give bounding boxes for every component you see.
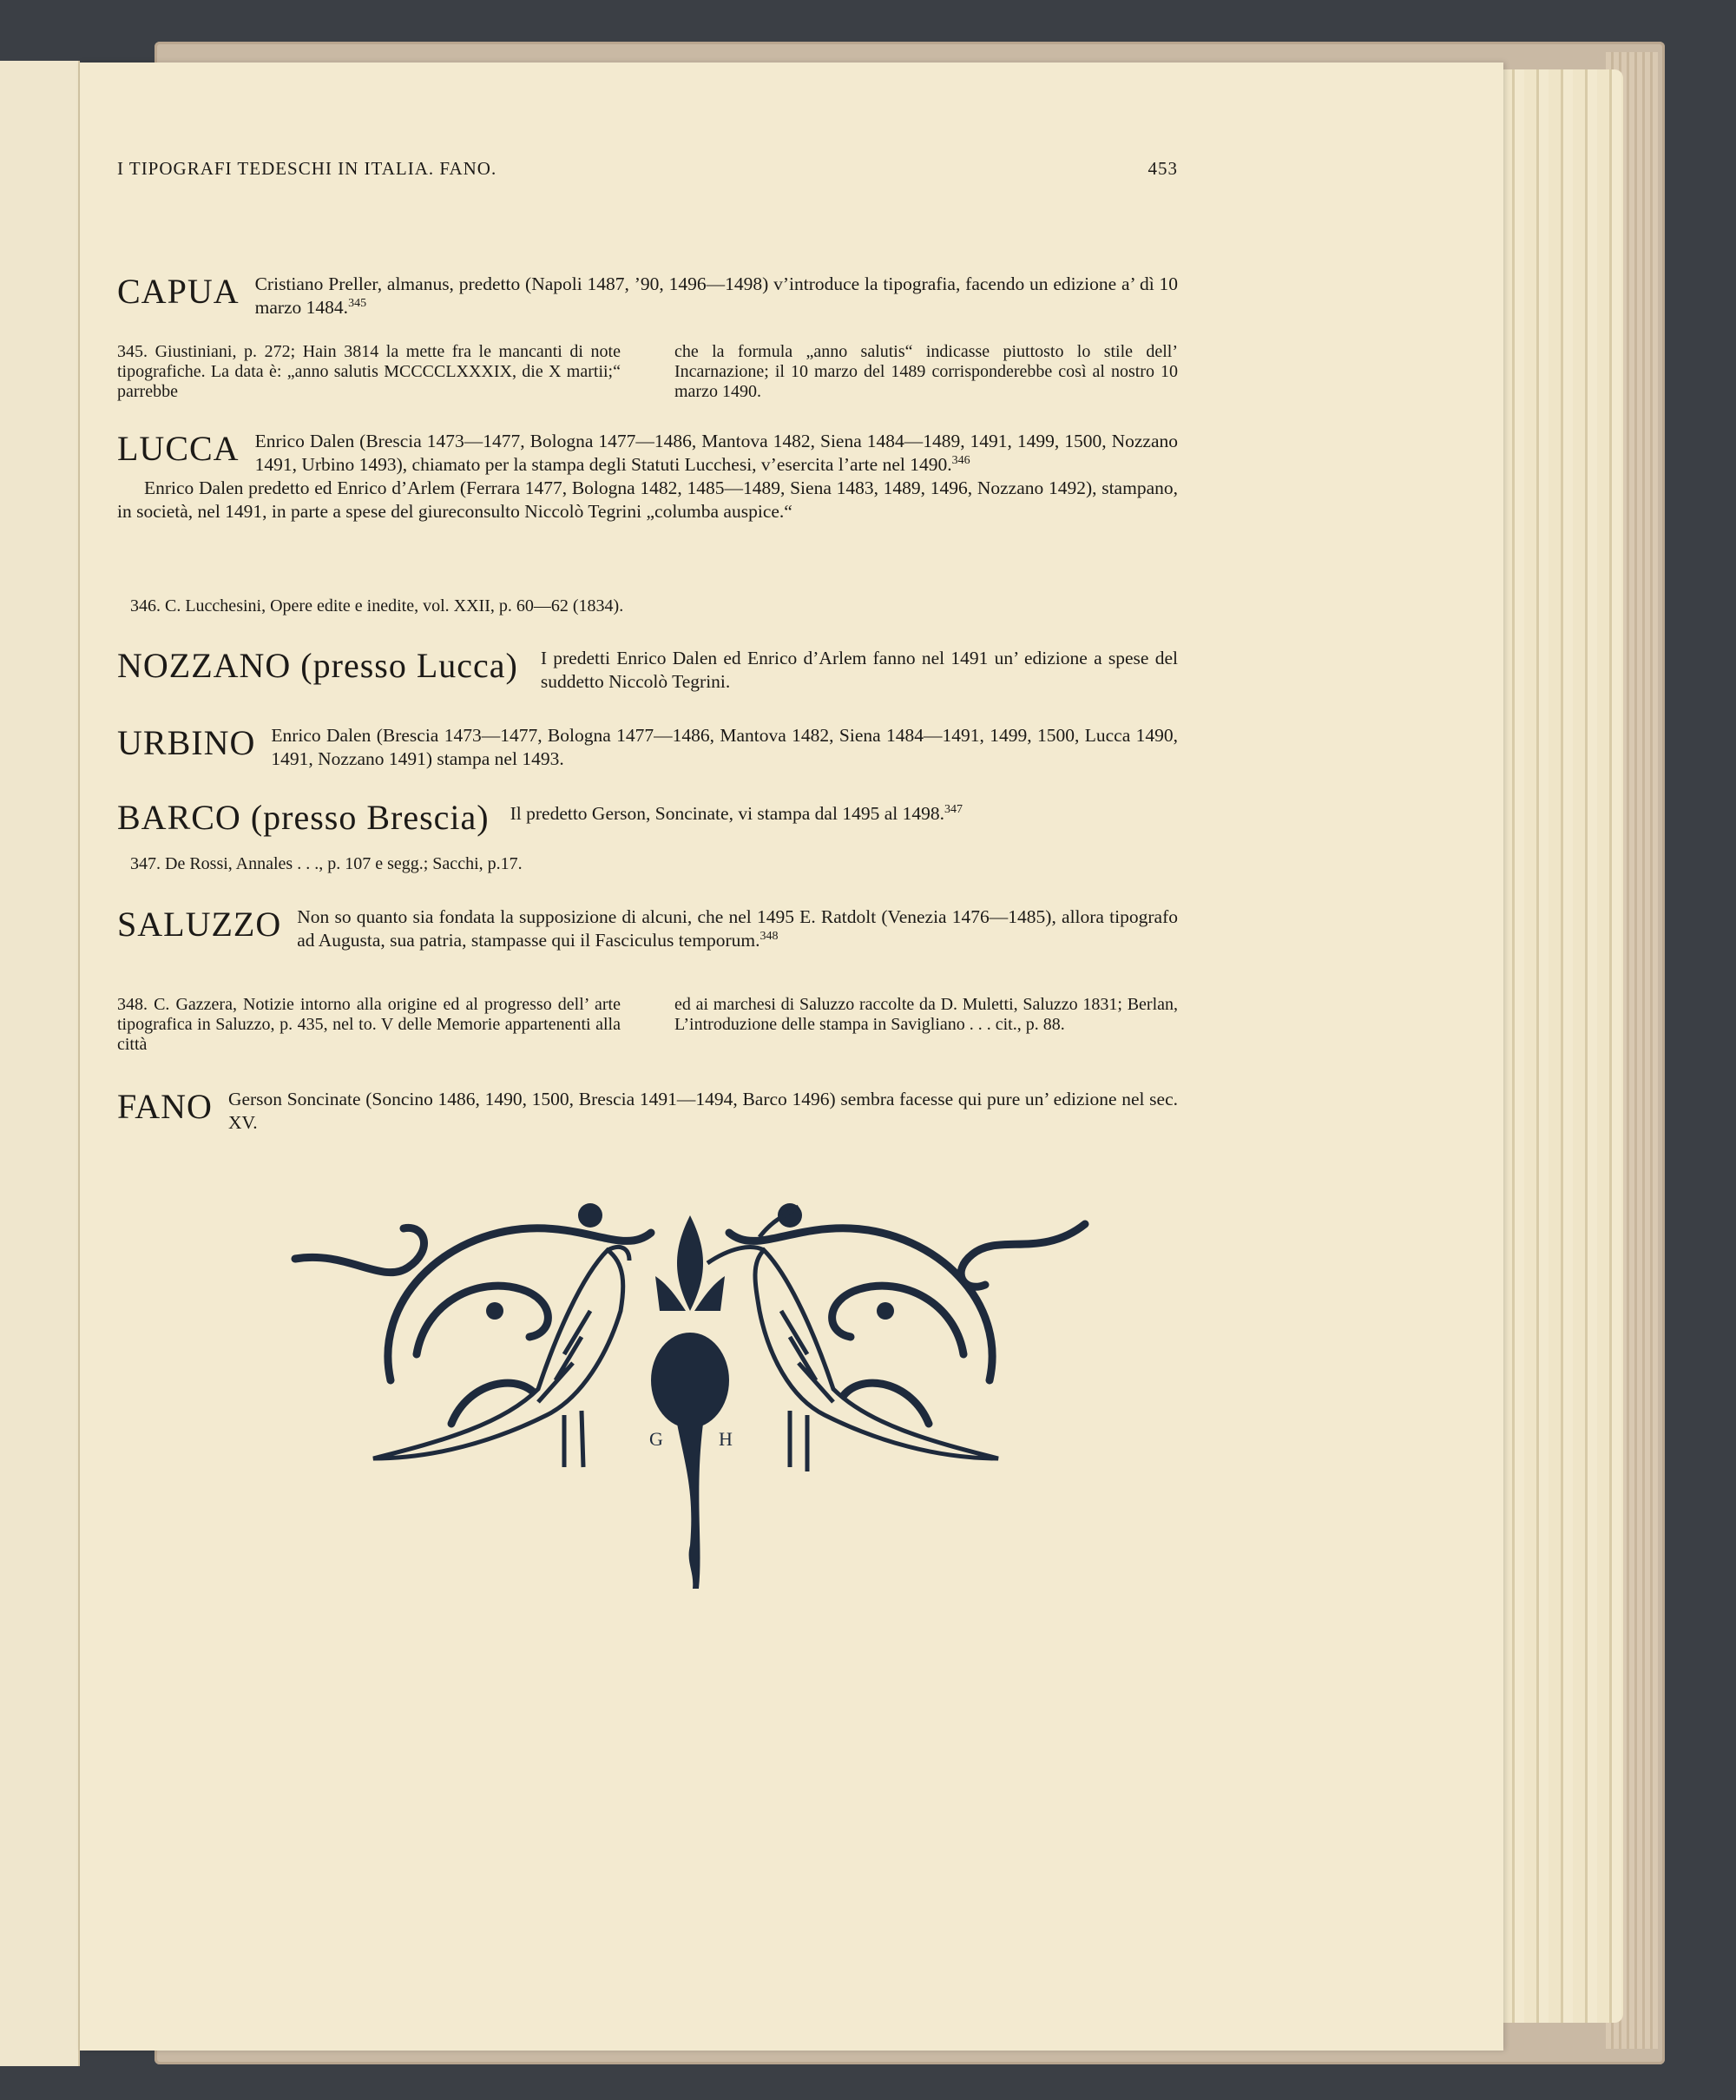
footnote-348-left: 348. C. Gazzera, Notizie intorno alla origine ed al progresso dell’ arte tipografica in Saluzzo, p. 435, nel to. V delle Memorie appartenenti alla città bbox=[117, 995, 621, 1054]
heading-nozzano: NOZZANO (presso Lucca) bbox=[117, 646, 518, 685]
section-barco bbox=[117, 799, 1178, 835]
footnote-347: 347. De Rossi, Annales . . ., p. 107 e segg.; Sacchi, p.17. bbox=[130, 854, 523, 873]
note-ref-345: 345 bbox=[348, 296, 367, 310]
printer-ornament-birds bbox=[278, 1181, 1102, 1615]
section-lucca bbox=[117, 430, 1178, 523]
footnote-348 bbox=[117, 995, 1178, 1055]
heading-urbino: URBINO bbox=[117, 723, 256, 762]
urbino-text: Enrico Dalen (Brescia 1473—1477, Bologna 1477—1486, Mantova 1482, Siena 1484—1491, 1499, 1500, Lucca 1490, 1491, Nozzano 1491) stampa nel 1493. bbox=[271, 725, 1178, 769]
fleur-de-lis-icon bbox=[677, 1215, 703, 1311]
heading-fano: FANO bbox=[117, 1087, 213, 1126]
section-nozzano bbox=[117, 647, 1178, 694]
section-fano bbox=[117, 1088, 1178, 1135]
monogram-right: H bbox=[719, 1428, 733, 1450]
lucca-paragraph-2: Enrico Dalen predetto ed Enrico d’Arlem (Ferrara 1477, Bologna 1482, 1485—1489, Siena 1483, 1489, 1496, Nozzano 1492), stampano, in società, nel 1491, in parte a spese del giureconsulto Niccolò Tegrini „columba auspice.“ bbox=[117, 477, 1178, 522]
grotesque-mask bbox=[651, 1333, 729, 1428]
section-saluzzo bbox=[117, 905, 1178, 952]
footnote-346: 346. C. Lucchesini, Opere edite e inedite, vol. XXII, p. 60—62 (1834). bbox=[130, 596, 624, 616]
bird-left bbox=[373, 1247, 629, 1467]
section-capua bbox=[117, 273, 1178, 319]
section-urbino bbox=[117, 724, 1178, 771]
heading-capua: CAPUA bbox=[117, 272, 240, 311]
barco-text: Il predetto Gerson, Soncinate, vi stampa dal 1495 al 1498.$^{347}$ bbox=[510, 802, 963, 824]
saluzzo-text: Non so quanto sia fondata la supposizione di alcuni, che nel 1495 E. Ratdolt (Venezia 1476—1485), allora tipografo ad Augusta, sua patria, stampasse qui il Fasciculus temporum.$^{348}$ bbox=[297, 906, 1178, 951]
note-ref-346: 346 bbox=[951, 453, 970, 467]
heading-barco: BARCO (presso Brescia) bbox=[117, 798, 490, 837]
running-head bbox=[117, 158, 1178, 180]
monogram-left: G bbox=[649, 1428, 663, 1450]
footnote-348-right: ed ai marchesi di Saluzzo raccolte da D. Muletti, Saluzzo 1831; Berlan, L’introduzione delle stampa in Savigliano . . . cit., p. 88. bbox=[674, 995, 1178, 1034]
ornament-right-flourish bbox=[961, 1224, 1085, 1287]
footnote-345-right: che la formula „anno salutis“ indicasse piuttosto lo stile dell’ Incarnazione; il 10 marzo del 1489 corrisponderebbe così al nostro 10 marzo 1490. bbox=[674, 342, 1178, 401]
heading-lucca: LUCCA bbox=[117, 429, 240, 468]
ornament-left-flourish bbox=[295, 1228, 424, 1272]
heading-saluzzo: SALUZZO bbox=[117, 905, 282, 944]
ornament-beard-tail bbox=[677, 1424, 703, 1589]
fano-text: Gerson Soncinate (Soncino 1486, 1490, 1500, Brescia 1491—1494, Barco 1496) sembra facesse qui pure un’ edizione nel sec. XV. bbox=[227, 1089, 1178, 1133]
lucca-text: Enrico Dalen (Brescia 1473—1477, Bologna 1477—1486, Mantova 1482, Siena 1484—1489, 1491, 1499, 1500, Nozzano 1491, Urbino 1493), chiamato per la stampa degli Statuti Lucchesi, v’esercita l’arte nel 1490.$^{346}$ bbox=[254, 431, 1178, 475]
nozzano-text: I predetti Enrico Dalen ed Enrico d’Arlem fanno nel 1491 un’ edizione a spese del suddetto Niccolò Tegrini. bbox=[540, 648, 1178, 692]
running-head-title: I TIPOGRAFI TEDESCHI IN ITALIA. FANO. bbox=[117, 158, 497, 179]
note-ref-348: 348 bbox=[760, 929, 779, 943]
footnote-345 bbox=[117, 342, 1178, 402]
facing-page-edge bbox=[0, 61, 80, 2066]
note-ref-347: 347 bbox=[944, 802, 963, 816]
footnote-345-left: 345. Giustiniani, p. 272; Hain 3814 la mette fra le mancanti di note tipografiche. La data è: „anno salutis MCCCCLXXXIX, die X martii;“ parrebbe bbox=[117, 342, 621, 401]
page-number: 453 bbox=[1147, 158, 1178, 179]
capua-text: Cristiano Preller, almanus, predetto (Napoli 1487, ’90, 1496—1498) v’introduce la tipografia, facendo un edizione a’ dì 10 marzo 1484.$^{345}$ bbox=[254, 273, 1178, 318]
